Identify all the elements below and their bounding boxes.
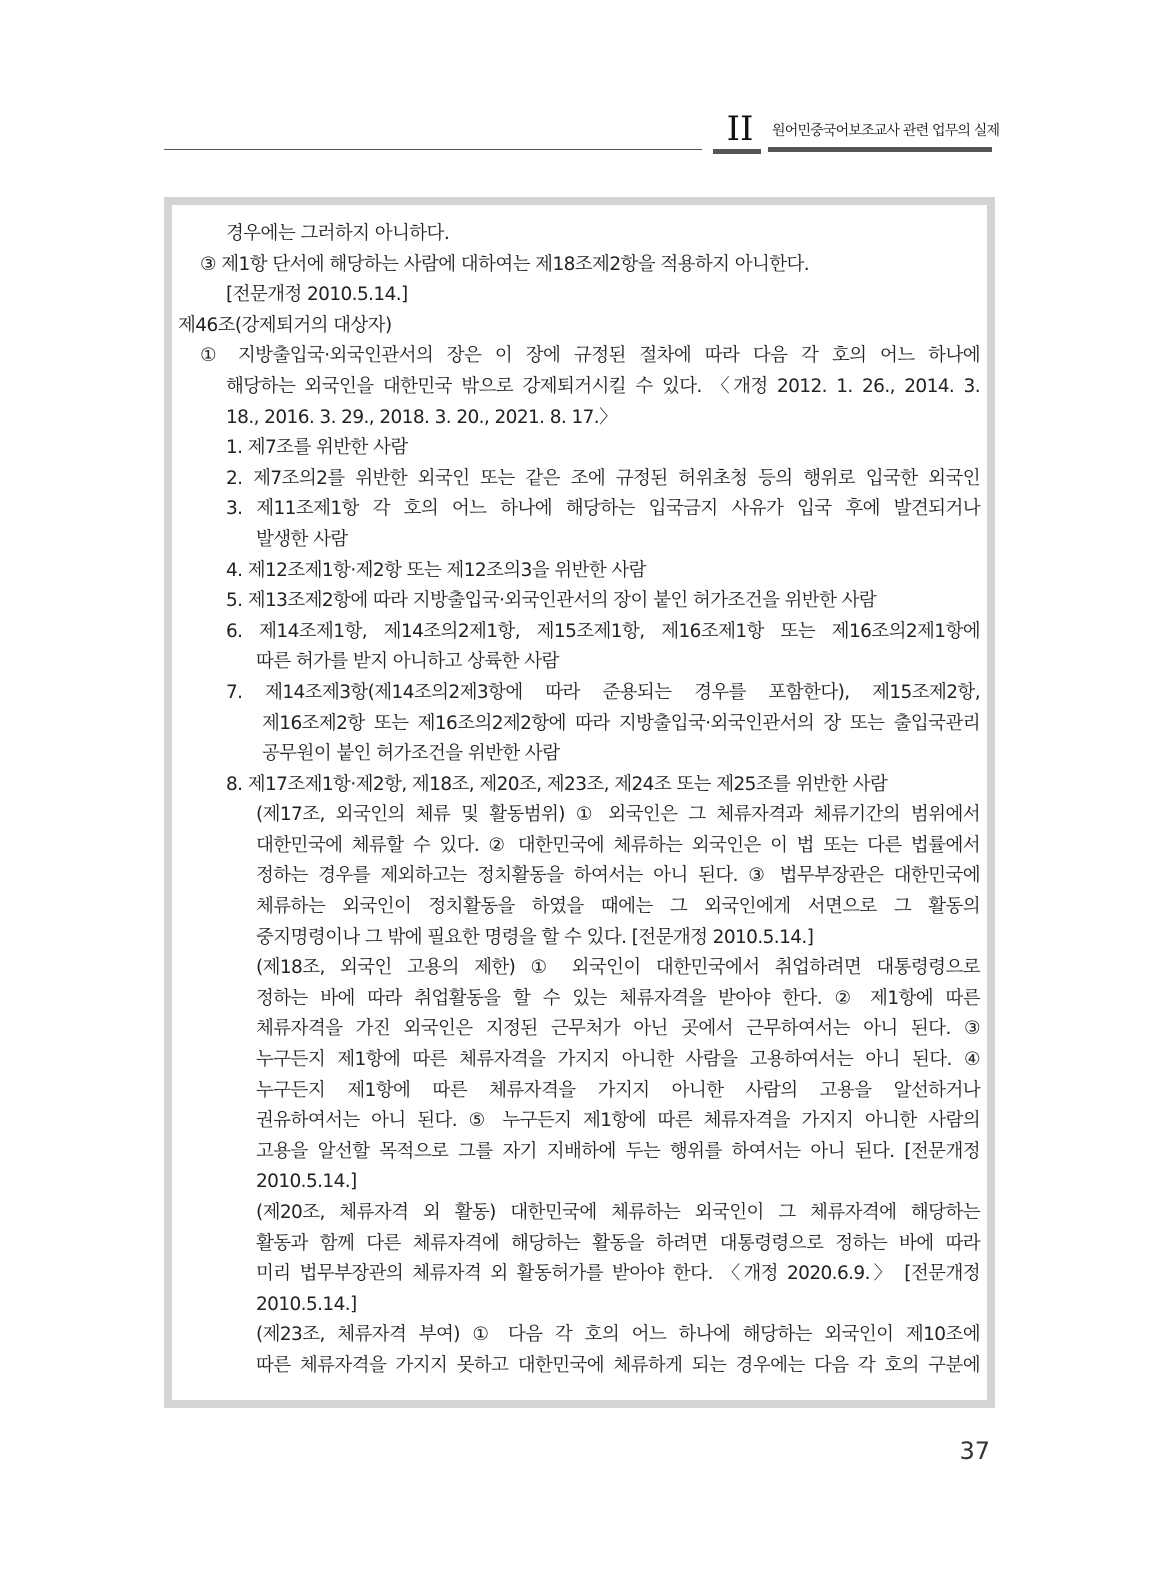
- law-text-box: [164, 197, 995, 1408]
- text-line: 중지명령이나 그 밖에 필요한 명령을 할 수 있다. [전문개정 2010.5.14.]: [256, 926, 814, 948]
- text-line: 8. 제17조제1항·제2항, 제18조, 제20조, 제23조, 제24조 또는 제25조를 위반한 사람: [226, 773, 888, 795]
- text-line: 정하는 경우를 제외하고는 정치활동을 하여서는 아니 된다. ③ 법무부장관은 대한민국에: [256, 865, 980, 887]
- header-rule-left: [164, 149, 702, 150]
- text-line: 5. 제13조제2항에 따라 지방출입국·외국인관서의 장이 붙인 허가조건을 위반한 사람: [226, 590, 877, 612]
- law-text-body: [172, 219, 980, 1382]
- text-line: 체류자격을 가진 외국인은 지정된 근무처가 아닌 곳에서 근무하여서는 아니 된다. ③: [256, 1018, 980, 1040]
- text-line: 권유하여서는 아니 된다. ⑤ 누구든지 제1항에 따른 체류자격을 가지지 아니한 사람의: [256, 1110, 980, 1132]
- text-line: 제16조제2항 또는 제16조의2제2항에 따라 지방출입국·외국인관서의 장 또는 출입국관리: [262, 712, 980, 734]
- text-line: 누구든지 제1항에 따른 체류자격을 가지지 아니한 사람의 고용을 알선하거나: [256, 1079, 980, 1101]
- text-line: 2010.5.14.]: [256, 1171, 357, 1193]
- text-line: 대한민국에 체류할 수 있다. ② 대한민국에 체류하는 외국인은 이 법 또는 다른 법률에서: [256, 834, 980, 856]
- header-rule-right: [768, 147, 992, 152]
- text-line: ① 지방출입국·외국인관서의 장은 이 장에 규정된 절차에 따라 다음 각 호의 어느 하나에: [200, 345, 980, 367]
- text-line: (제20조, 체류자격 외 활동) 대한민국에 체류하는 외국인이 그 체류자격에 해당하는: [256, 1202, 980, 1223]
- text-line: 따른 허가를 받지 아니하고 상륙한 사람: [256, 651, 559, 673]
- text-line: 2010.5.14.]: [256, 1293, 357, 1315]
- chapter-numeral-underline: [713, 149, 761, 154]
- text-line: 체류하는 외국인이 정치활동을 하였을 때에는 그 외국인에게 서면으로 그 활동의: [256, 896, 980, 918]
- running-header-title: 원어민중국어보조교사 관련 업무의 실제: [772, 123, 1000, 139]
- text-line: 제46조(강제퇴거의 대상자): [178, 314, 392, 336]
- text-line: 18., 2016. 3. 29., 2018. 3. 20., 2021. 8. 17.〉: [226, 406, 617, 428]
- text-line: [전문개정 2010.5.14.]: [226, 284, 408, 306]
- text-line: 4. 제12조제1항·제2항 또는 제12조의3을 위반한 사람: [226, 559, 646, 581]
- text-line: 7. 제14조제3항(제14조의2제3항에 따라 준용되는 경우를 포함한다), 제15조제2항,: [226, 681, 980, 703]
- text-line: 1. 제7조를 위반한 사람: [226, 437, 408, 459]
- text-line: 3. 제11조제1항 각 호의 어느 하나에 해당하는 입국금지 사유가 입국 후에 발견되거나: [226, 498, 980, 520]
- text-line: 활동과 함께 다른 체류자격에 해당하는 활동을 하려면 대통령령으로 정하는 바에 따라: [256, 1232, 980, 1254]
- text-line: 공무원이 붙인 허가조건을 위반한 사람: [262, 743, 560, 765]
- text-line: (제18조, 외국인 고용의 제한) ① 외국인이 대한민국에서 취업하려면 대통령령으로: [256, 957, 980, 979]
- text-line: 따른 체류자격을 가지지 못하고 대한민국에 체류하게 되는 경우에는 다음 각 호의 구분에: [256, 1354, 980, 1376]
- text-line: 경우에는 그러하지 아니하다.: [226, 223, 450, 244]
- text-line: (제17조, 외국인의 체류 및 활동범위) ① 외국인은 그 체류자격과 체류기간의 범위에서: [256, 804, 980, 826]
- text-line: 고용을 알선할 목적으로 그를 자기 지배하에 두는 행위를 하여서는 아니 된다. [전문개정: [256, 1140, 980, 1162]
- text-line: 정하는 바에 따라 취업활동을 할 수 있는 체류자격을 받아야 한다. ② 제1항에 따른: [256, 987, 980, 1009]
- text-line: 미리 법무부장관의 체류자격 외 활동허가를 받아야 한다. 〈개정 2020.6.9.〉 [전문개정: [256, 1263, 980, 1285]
- text-line: 6. 제14조제1항, 제14조의2제1항, 제15조제1항, 제16조제1항 또는 제16조의2제1항에: [226, 620, 980, 642]
- text-line: 누구든지 제1항에 따른 체류자격을 가지지 아니한 사람을 고용하여서는 아니 된다. ④: [256, 1049, 980, 1071]
- text-line: 2. 제7조의2를 위반한 외국인 또는 같은 조에 규정된 허위초청 등의 행위로 입국한 외국인: [226, 467, 980, 489]
- text-line: (제23조, 체류자격 부여) ① 다음 각 호의 어느 하나에 해당하는 외국인이 제10조에: [256, 1324, 980, 1346]
- text-line: ③ 제1항 단서에 해당하는 사람에 대하여는 제18조제2항을 적용하지 아니한다.: [200, 253, 810, 275]
- text-line: 발생한 사람: [256, 528, 348, 550]
- page-number: 37: [959, 1437, 990, 1465]
- text-line: 해당하는 외국인을 대한민국 밖으로 강제퇴거시킬 수 있다. 〈개정 2012. 1. 26., 2014. 3.: [226, 375, 980, 397]
- chapter-roman-numeral: II: [726, 109, 754, 149]
